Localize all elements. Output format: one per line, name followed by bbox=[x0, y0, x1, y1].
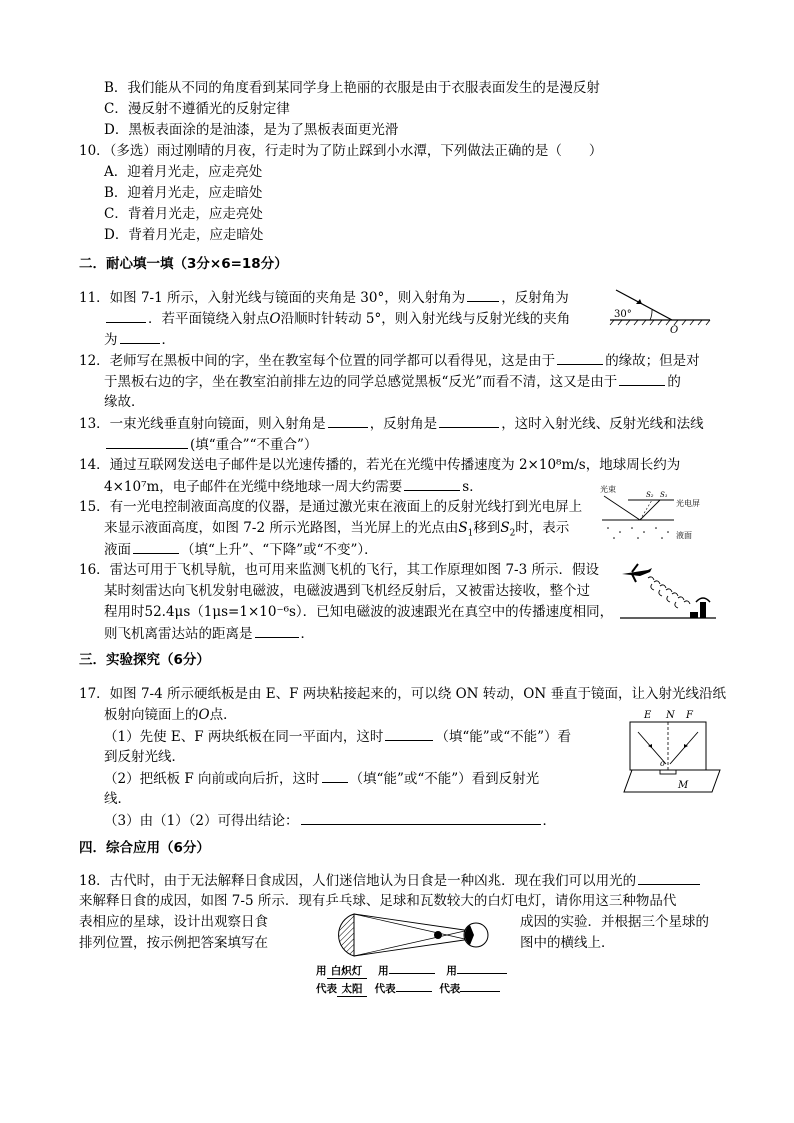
q12-answer-2[interactable] bbox=[619, 371, 665, 386]
q12-line-3: 缘故． bbox=[104, 394, 145, 410]
fig72-s2-label: S₂ bbox=[646, 491, 654, 499]
q13-line-2: (填“重合”“不重合”） bbox=[104, 434, 317, 455]
q15-line-1: 15．有一光电控制液面高度的仪器，是通过激光束在液面上的反射光线打到光电屏上 bbox=[79, 499, 583, 515]
q16-line-4: 则飞机离雷达站的距离是 ． bbox=[104, 623, 314, 644]
fig74-f-label: F bbox=[686, 710, 693, 721]
q11-line-3: 为 ． bbox=[104, 329, 175, 350]
figure-7-1 bbox=[606, 286, 716, 336]
fig75-answer-item-3[interactable] bbox=[457, 961, 507, 974]
q10-option-b: B．迎着月光走，应走暗处 bbox=[104, 185, 263, 201]
q15-line-3: 液面 （填“上升”、“下降”或“不变”）． bbox=[104, 539, 378, 560]
q11-answer-reflection[interactable] bbox=[106, 308, 146, 323]
q18-line-4b: 图中的横线上． bbox=[520, 935, 615, 951]
fig75-answer-body-2[interactable] bbox=[396, 979, 432, 992]
q17-line-2: 板射向镜面上的O点． bbox=[104, 707, 237, 723]
sun-shape bbox=[339, 914, 354, 956]
q17-part-2: （2）把纸板 F 向前或向后折，这时 （填“能”或“不能”）看到反射光 bbox=[104, 768, 539, 789]
fig72-screen-label: 光电屏 bbox=[676, 499, 700, 508]
q14-answer[interactable] bbox=[404, 476, 460, 491]
q11-answer-angle[interactable] bbox=[120, 329, 160, 344]
q18-line-3b: 成因的实验．并根据三个星球的 bbox=[520, 914, 709, 930]
q10-stem: 10．（多选）雨过刚晴的月夜，行走时为了防止踩到小水潭，下列做法正确的是（ ） bbox=[79, 143, 603, 159]
q10-option-c: C．背着月光走，应走亮处 bbox=[104, 206, 263, 222]
q15-answer[interactable] bbox=[133, 539, 179, 554]
fig72-beam-label: 光束 bbox=[600, 485, 616, 494]
q9-option-c: C．漫反射不遵循光的反射定律 bbox=[104, 101, 290, 117]
q16-line-2: 某时刻雷达向飞机发射电磁波，电磁波遇到飞机经反射后，又被雷达接收，整个过 bbox=[104, 583, 590, 599]
fig75-answer-item-2[interactable] bbox=[389, 961, 435, 974]
q13-answer-3[interactable] bbox=[106, 434, 188, 449]
q17-answer-2[interactable] bbox=[322, 768, 348, 783]
q14-line-2: 4×10⁷m，电子邮件在光缆中绕地球一周大约需要 s． bbox=[104, 476, 483, 497]
q11-answer-incidence[interactable] bbox=[467, 287, 499, 302]
q10-option-d: D．背着月光走，应走暗处 bbox=[104, 227, 264, 243]
q18-line-2: 来解释日食的成因，如图 7-5 所示．现有乒乓球、足球和瓦数较大的白灯电灯，请你用这三种物品代 bbox=[79, 893, 677, 909]
fig75-row-represent: 代表 太阳 代表 代表 bbox=[316, 979, 500, 997]
q11-line-1: 11．如图 7-1 所示，入射光线与镜面的夹角是 30°，则入射角为 ，反射角为 bbox=[79, 287, 569, 308]
q13-answer-1[interactable] bbox=[328, 413, 368, 428]
fig74-n-label: N bbox=[666, 710, 675, 721]
figure-7-2 bbox=[598, 480, 716, 552]
figure-7-3 bbox=[618, 562, 718, 624]
q15-line-2: 来显示液面高度，如图 7-2 所示光路图，当光屏上的光点由$S_1$移到$S_2$时，表示 bbox=[104, 520, 570, 539]
fig74-e-label: E bbox=[644, 710, 652, 721]
q17-part-3: （3）由（1）（2）可得出结论： ． bbox=[104, 810, 556, 831]
q16-answer[interactable] bbox=[255, 623, 299, 638]
q13-answer-2[interactable] bbox=[439, 413, 499, 428]
section-3-heading: 三．实验探究（6分） bbox=[79, 652, 210, 668]
q17-answer-3[interactable] bbox=[301, 810, 541, 825]
q18-line-4a: 排列位置，按示例把答案填写在 bbox=[79, 935, 268, 951]
q17-part-1: （1）先使 E、F 两块纸板在同一平面内，这时 （填“能”或“不能”）看 bbox=[104, 726, 571, 747]
fig75-answer-body-3[interactable] bbox=[460, 979, 500, 992]
fig71-point-o: O bbox=[670, 325, 679, 336]
q12-line-1: 12．老师写在黑板中间的字，坐在教室每个位置的同学都可以看得见，这是由于 的缘故；但是对 bbox=[79, 350, 700, 371]
figure-7-4 bbox=[622, 708, 722, 794]
q9-option-b: B．我们能从不同的角度看到某同学身上艳丽的衣服是由于衣服表面发生的是漫反射 bbox=[104, 80, 600, 96]
q13-line-1: 13．一束光线垂直射向镜面，则入射角是 ，反射角是 ，这时入射光线、反射光线和法线 bbox=[79, 413, 704, 434]
q10-option-a: A．迎着月光走，应走亮处 bbox=[104, 164, 263, 180]
fig75-row-use: 用 白炽灯 用 用 bbox=[316, 961, 507, 979]
fig75-example-item: 白炽灯 bbox=[327, 963, 367, 979]
q9-option-d: D．黑板表面涂的是油漆，是为了黑板表面更光滑 bbox=[104, 122, 399, 138]
q12-line-2: 于黑板右边的字，坐在教室泊前排左边的同学总感觉黑板“反光”而看不清，这又是由于 的 bbox=[104, 371, 681, 392]
q18-answer-principle[interactable] bbox=[638, 870, 700, 885]
q12-answer-1[interactable] bbox=[557, 350, 603, 365]
fig74-point-o: o bbox=[660, 759, 665, 768]
fig74-m-label: M bbox=[678, 780, 689, 791]
figure-7-5 bbox=[318, 912, 514, 958]
q18-line-3a: 表相应的星球，设计出观察日食 bbox=[79, 914, 268, 930]
q17-line-1: 17．如图 7-4 所示硬纸板是由 E、F 两块粘接起来的，可以绕 ON 转动，ON 垂直于镜面，让入射光线沿纸 bbox=[79, 686, 726, 702]
section-2-heading: 二．耐心填一填（3分×6=18分） bbox=[79, 256, 288, 272]
airplane-icon bbox=[622, 564, 652, 582]
q18-line-1: 18．古代时，由于无法解释日食成因，人们迷信地认为日食是一种凶兆．现在我们可以用光的 bbox=[79, 870, 702, 891]
q14-line-1: 14．通过互联网发送电子邮件是以光速传播的，若光在光缆中传播速度为 2×10⁸m/s，地球周长约为 bbox=[79, 457, 681, 473]
q17-answer-1[interactable] bbox=[385, 726, 433, 741]
q16-line-1: 16．雷达可用于飞机导航，也可用来监测飞机的飞行，其工作原理如图 7-3 所示．假设 bbox=[79, 562, 599, 578]
fig72-s1-label: S₁ bbox=[660, 491, 668, 499]
fig72-surface-label: 液面 bbox=[676, 531, 692, 540]
fig71-angle-label: 30° bbox=[614, 309, 632, 320]
q16-line-3: 程用时52.4μs（1μs=1×10⁻⁶s）．已知电磁波的波速跟光在真空中的传播速度相同， bbox=[104, 604, 614, 620]
q17-part-2-cont: 线． bbox=[104, 791, 131, 807]
q11-line-2: ．若平面镜绕入射点O沿顺时针转动 5°，则入射光线与反射光线的夹角 bbox=[104, 308, 570, 329]
q17-part-1-cont: 到反射光线． bbox=[104, 749, 185, 765]
radar-station-icon bbox=[690, 598, 710, 618]
section-4-heading: 四．综合应用（6分） bbox=[79, 840, 210, 856]
fig75-example-body: 太阳 bbox=[337, 981, 367, 997]
moon-shape bbox=[434, 931, 442, 939]
